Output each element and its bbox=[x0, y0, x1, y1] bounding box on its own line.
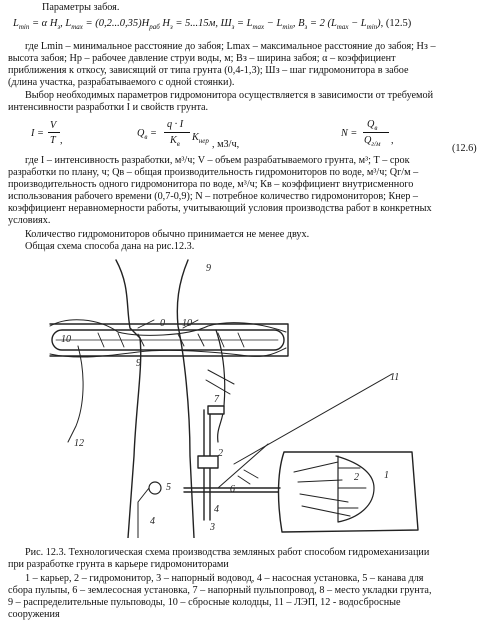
figure-caption-legend: сбора пульпы, 6 – землесосная установка, 7 – напорный пульпопровод, 8 – место укладки грунта, bbox=[8, 585, 432, 596]
fig-label: 6 bbox=[230, 484, 235, 495]
fig-label: 9 bbox=[136, 358, 141, 369]
quarry-right-edge bbox=[177, 260, 194, 538]
figure-caption-legend: сооружения bbox=[8, 609, 60, 620]
para2-line: Выбор необходимых параметров гидромонитора осуществляется в зависимости от требуемой bbox=[25, 90, 434, 101]
fig-label: 4 bbox=[150, 516, 155, 527]
fig-label: 7 bbox=[214, 394, 219, 405]
fig-label: 5 bbox=[166, 482, 171, 493]
fig-label: 11 bbox=[390, 372, 400, 383]
quarry-left-edge bbox=[116, 260, 141, 538]
para3-line: использования рабочего времени (0,7-0,9); N – потребное количество гидромониторов; Кнер – bbox=[8, 191, 419, 202]
para3-line: где I – интенсивность разработки, м³/ч; V – объем разрабатываемого грунта, м³; Т – срок bbox=[25, 155, 410, 166]
para1-line: (длина участка, разрабатываемого с одной стоянки). bbox=[8, 77, 235, 88]
para3-line: производительность одного гидромонитора по воде, м³/ч; Кв – коэффициент внутрисменного bbox=[8, 179, 414, 190]
para5: Общая схема способа дана на рис.12.3. bbox=[25, 241, 195, 252]
figure-caption-title: при разработке грунта в карьере гидромониторами bbox=[8, 559, 229, 570]
fig-label: 2 bbox=[354, 472, 359, 483]
fig-label: 2 bbox=[218, 448, 223, 459]
fig-label: 10 bbox=[182, 318, 192, 329]
para3-line: условиях. bbox=[8, 215, 51, 226]
fig-label: 0 bbox=[160, 318, 165, 329]
para3-line: разработки по плану, ч; Qв – общая производительность гидромониторов по воде, м³/ч; Qг/м – bbox=[8, 167, 419, 178]
figure-caption-title: Рис. 12.3. Технологическая схема производства земляных работ способом гидромеханизации bbox=[25, 547, 430, 558]
para1-line: где Lmin – минимальное расстояние до забоя; Lmax – максимальное расстояние до забоя; Нз – bbox=[25, 41, 436, 52]
fig-label: 10 bbox=[61, 334, 71, 345]
fig-label: 4 bbox=[214, 504, 219, 515]
para1-line: высота забоя; Нр – рабочее давление струи воды, м; Вз – ширина забоя; α – коэффициент bbox=[8, 53, 396, 64]
figure-caption-legend: 9 – распределительные пульповоды, 10 – сбросные колодцы, 11 – ЛЭП, 12 - водосбросные bbox=[8, 597, 401, 608]
fig-label: 3 bbox=[210, 522, 215, 533]
para4: Количество гидромониторов обычно принимается не менее двух. bbox=[25, 229, 310, 240]
lower-quarry bbox=[279, 452, 419, 532]
hydromonitor-jet bbox=[294, 462, 338, 472]
fig-label: 1 bbox=[384, 470, 389, 481]
pump-unit bbox=[149, 482, 161, 494]
para3-line: коэффициент неравномерности работы, учитывающий условия производства работ в конкретных bbox=[8, 203, 432, 214]
dredge-unit bbox=[198, 456, 218, 468]
figure-hydromechanization-scheme bbox=[38, 256, 478, 538]
pressure-pulp-pipeline bbox=[216, 330, 225, 442]
fig-label: 9 bbox=[206, 263, 211, 274]
para1-line: приближения к откосу, зависящий от типа грунта (0,4-1,3); Шз – шаг гидромонитора в забое bbox=[8, 65, 409, 76]
formula-12-5: $L_{min} = \alpha$ $H_з$, $L_{max} = (0,2...0,35)H_{раб}$ $H_з = 5...15м$, $Ш_з = L_{max} - L_{min}$, $B_з = 2$ $(L_{max} - L_{min})$, (12.5) bbox=[13, 18, 412, 32]
figure-caption-legend: 1 – карьер, 2 – гидромонитор, 3 – напорный водовод, 4 – насосная установка, 5 – канава для bbox=[25, 573, 424, 584]
para2-line: интенсивности разработки I и свойств грунта. bbox=[8, 102, 209, 113]
fig-label: 12 bbox=[74, 438, 84, 449]
section-heading: Параметры забоя. bbox=[42, 2, 120, 13]
power-line bbox=[234, 374, 392, 464]
